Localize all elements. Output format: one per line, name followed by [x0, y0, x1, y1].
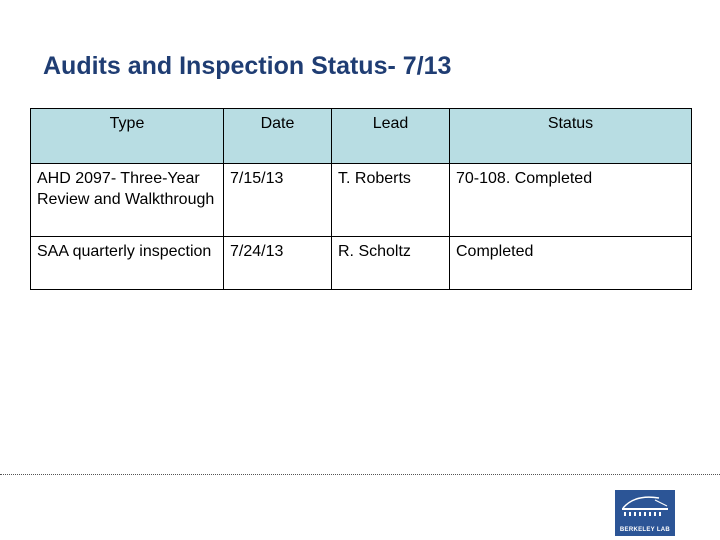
building-dome-icon: [615, 490, 675, 524]
header-lead: Lead: [332, 109, 450, 164]
audit-status-table: [30, 108, 692, 290]
header-date: Date: [224, 109, 332, 164]
cell-lead: T. Roberts: [332, 164, 450, 237]
cell-type: AHD 2097- Three-Year Review and Walkthrough: [31, 164, 224, 237]
cell-lead: R. Scholtz: [332, 237, 450, 290]
berkeley-lab-logo: [615, 490, 675, 536]
header-status: Status: [450, 109, 692, 164]
table-row: [31, 237, 692, 290]
cell-status: 70-108. Completed: [450, 164, 692, 237]
cell-status: Completed: [450, 237, 692, 290]
cell-date: 7/15/13: [224, 164, 332, 237]
table-header-row: [31, 109, 692, 164]
cell-type: SAA quarterly inspection: [31, 237, 224, 290]
header-type: Type: [31, 109, 224, 164]
page-title: Audits and Inspection Status- 7/13: [43, 52, 452, 80]
table-row: [31, 164, 692, 237]
footer-divider: [0, 474, 720, 475]
cell-date: 7/24/13: [224, 237, 332, 290]
logo-text: BERKELEY LAB: [619, 527, 671, 533]
